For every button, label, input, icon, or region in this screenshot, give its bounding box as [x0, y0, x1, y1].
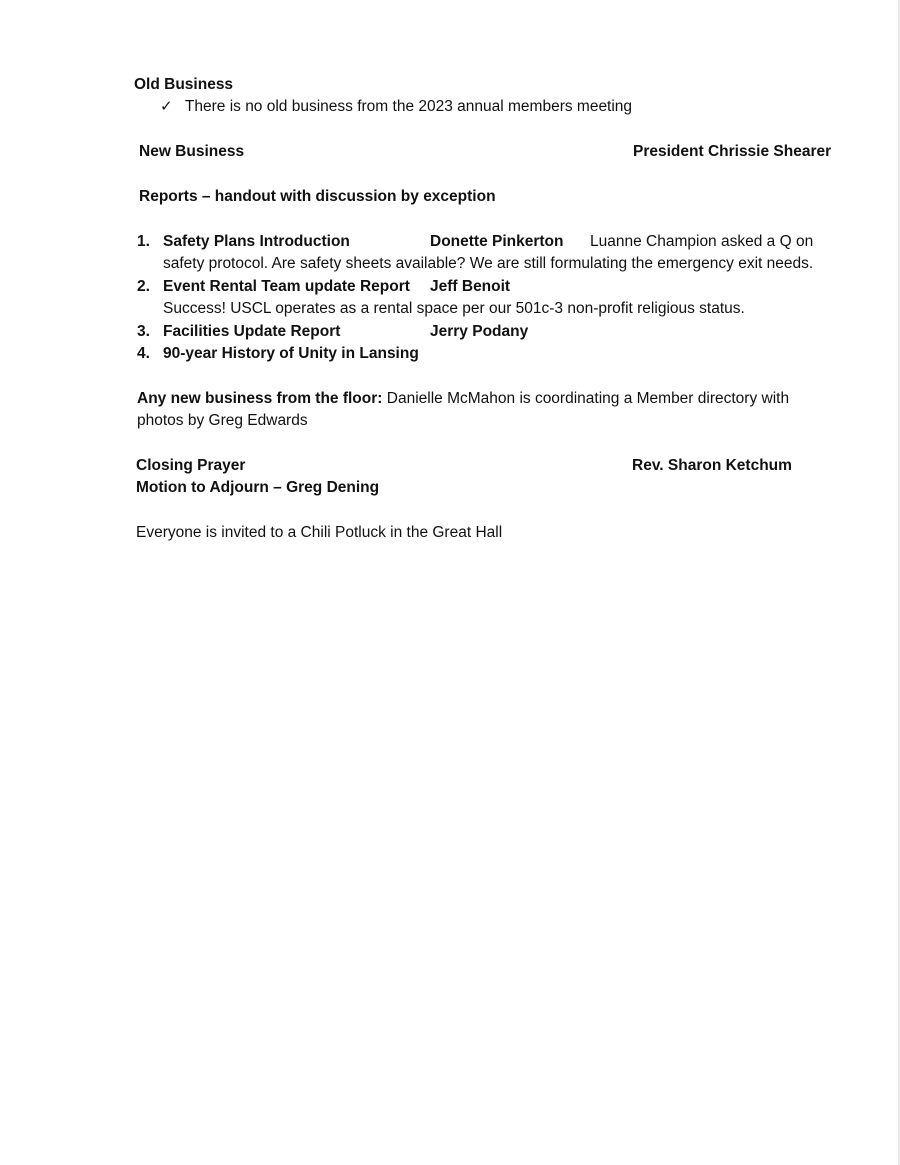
report-item-2 [137, 276, 410, 298]
closing-prayer-leader: Rev. Sharon Ketchum [632, 457, 792, 474]
floor-business-label: Any new business from the floor: [137, 390, 383, 407]
new-business-heading: New Business [139, 143, 245, 160]
report-presenter: Jeff Benoit [430, 278, 511, 295]
closing-prayer-label: Closing Prayer [136, 457, 246, 474]
floor-business-line-2: photos by Greg Edwards [137, 412, 308, 429]
report-presenter: Jerry Podany [430, 323, 529, 340]
old-business-item-text: There is no old business from the 2023 annual members meeting [184, 98, 633, 115]
report-title: Event Rental Team update Report [163, 278, 410, 295]
report-item-3 [137, 321, 340, 343]
motion-to-adjourn: Motion to Adjourn – Greg Dening [136, 479, 380, 496]
old-business-heading: Old Business [134, 76, 234, 93]
checkmark-icon: ✓ [160, 98, 173, 115]
old-business-item [160, 96, 632, 118]
report-item-1 [137, 231, 350, 253]
report-note-continued: safety protocol. Are safety sheets available? We are still formulating the emergency exit needs. [163, 255, 814, 272]
reports-heading: Reports – handout with discussion by exception [139, 188, 496, 205]
report-title: Facilities Update Report [163, 323, 341, 340]
potluck-invitation: Everyone is invited to a Chili Potluck in the Great Hall [136, 524, 503, 541]
new-business-presenter: President Chrissie Shearer [633, 143, 832, 160]
report-note: Luanne Champion asked a Q on [590, 233, 814, 250]
report-item-4 [137, 343, 419, 365]
report-note-continued: Success! USCL operates as a rental space per our 501c-3 non-profit religious status. [163, 300, 745, 317]
report-number: 4. [137, 345, 150, 362]
floor-business-text: Danielle McMahon is coordinating a Member directory with [386, 390, 790, 407]
report-title: Safety Plans Introduction [163, 233, 350, 250]
report-number: 1. [137, 233, 150, 250]
report-presenter: Donette Pinkerton [430, 233, 564, 250]
report-number: 3. [137, 323, 150, 340]
report-title: 90-year History of Unity in Lansing [163, 345, 419, 362]
report-number: 2. [137, 278, 150, 295]
floor-business-line-1 [137, 388, 789, 410]
